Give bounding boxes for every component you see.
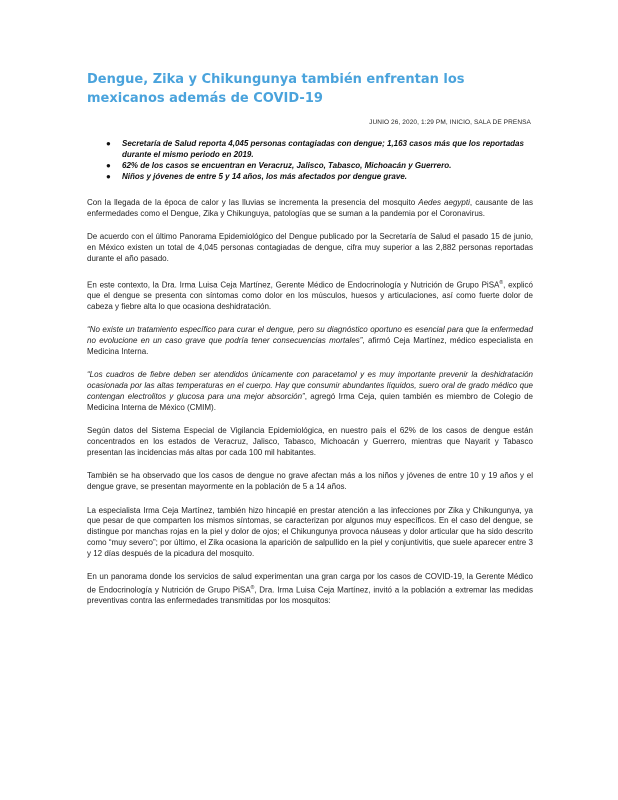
bullet-icon: ● xyxy=(106,161,111,170)
quote-text: “No existe un tratamiento específico para curar el dengue, pero su diagnóstico oportuno es esencial para que la enfermedad no evolucione en un caso grave que podría tener consecuencias mortales” xyxy=(87,325,533,345)
paragraph-text: , Dra. Irma Luisa Ceja Martínez, invitó a la población a extremar las medidas preventivas contra las enfermedades transmitidas por los mosquitos: xyxy=(87,585,533,606)
registered-mark: ® xyxy=(250,584,255,591)
article-body xyxy=(87,198,533,616)
highlight-item xyxy=(106,171,534,182)
paragraph-text: En este contexto, la Dra. Irma Luisa Ceja Martínez, Gerente Médico de Endocrinología y Nutrición de Grupo PiSA xyxy=(87,280,500,290)
highlights-list xyxy=(106,138,534,182)
paragraph-text: , explicó que el dengue se presenta con síntomas como dolor en los músculos, huesos y articulaciones, así como fuerte dolor de cabeza y fiebre alta lo que ocasiona deshidratación. xyxy=(87,280,533,311)
paragraph xyxy=(87,572,533,607)
highlight-item xyxy=(106,138,534,160)
paragraph: La especialista Irma Ceja Martínez, también hizo hincapié en prestar atención a las infecciones por Zika y Chikungunya, ya que pesar de que comparten los mismos síntomas, se caracterizan por algunos muy específicos. En el caso del dengue, se distingue por manchas rojas en la piel y dolor de ojos; el Chikungunya provoca náuseas y dolor articular que ha sido descrito como “muy severo”; por último, el Zika ocasiona la aparición de salpullido en la piel y conjuntivitis, que suele aparecer entre 3 y 12 días después de la picadura del mosquito. xyxy=(87,505,533,558)
bullet-icon: ● xyxy=(106,172,111,181)
paragraph: También se ha observado que los casos de dengue no grave afectan más a los niños y jóvenes de entre 10 y 19 años y el dengue grave, se presentan mayormente en la población de 5 a 14 años. xyxy=(87,471,533,492)
paragraph xyxy=(87,278,533,313)
paragraph xyxy=(87,198,533,219)
highlight-text: Niños y jóvenes de entre 5 y 14 años, los más afectados por dengue grave. xyxy=(122,172,407,181)
dateline: JUNIO 26, 2020, 1:29 PM, INICIO, SALA DE PRENSA xyxy=(369,119,531,126)
quote-text: “Los cuadros de fiebre deben ser atendidos únicamente con paracetamol y es muy importante prevenir la deshidratación ocasionada por las altas temperaturas en el cuerpo. Hay que consumir abundantes líquidos, suero oral de grado médico que contengan electrolitos y glucosa para una mejor absorción” xyxy=(87,370,533,401)
paragraph: Según datos del Sistema Especial de Vigilancia Epidemiológica, en nuestro país el 62% de los casos de dengue están concentrados en los estados de Veracruz, Jalisco, Tabasco, Michoacán y Guerrero, mientras que Nayarit y Tabasco presentan las incidencias más altas por cada 100 mil habitantes. xyxy=(87,426,533,457)
paragraph-text: , causante de las enfermedades como el Dengue, Zika y Chikunguya, patologías que se suman a la pandemia por el Coronavirus. xyxy=(87,198,534,218)
highlight-text: Secretaría de Salud reporta 4,045 personas contagiadas con dengue; 1,163 casos más que los reportadas durante el mismo periodo en 2019. xyxy=(122,139,524,159)
registered-mark: ® xyxy=(499,279,504,286)
paragraph xyxy=(87,370,533,413)
article-title: Dengue, Zika y Chikungunya también enfrentan los mexicanos además de COVID-19 xyxy=(87,72,465,106)
species-name: Aedes aegypti xyxy=(418,198,470,207)
highlight-text: 62% de los casos se encuentran en Veracruz, Jalisco, Tabasco, Michoacán y Guerrero. xyxy=(122,161,452,170)
bullet-icon: ● xyxy=(106,139,111,148)
paragraph: De acuerdo con el último Panorama Epidemiológico del Dengue publicado por la Secretaría de Salud el pasado 15 de junio, en México existen un total de 4,045 personas contagiadas de dengue, cifra muy superior a las 2,882 personas reportadas durante el año pasado. xyxy=(87,232,533,263)
paragraph-text: Con la llegada de la época de calor y las lluvias se incrementa la presencia del mosquito xyxy=(87,198,419,207)
paragraph-text: , agregó Irma Ceja, quien también es miembro de Colegio de Medicina Interna de México (CMIM). xyxy=(87,391,534,412)
paragraph-text: En un panorama donde los servicios de salud experimentan una gran carga por los casos de COVID-19, la Gerente Médico de Endocrinología y Nutrición de Grupo PiSA xyxy=(87,572,533,595)
paragraph-text: , afirmó Ceja Martínez, médico especialista en Medicina Interna. xyxy=(87,335,533,356)
highlight-item xyxy=(106,160,534,171)
paragraph xyxy=(87,325,533,357)
